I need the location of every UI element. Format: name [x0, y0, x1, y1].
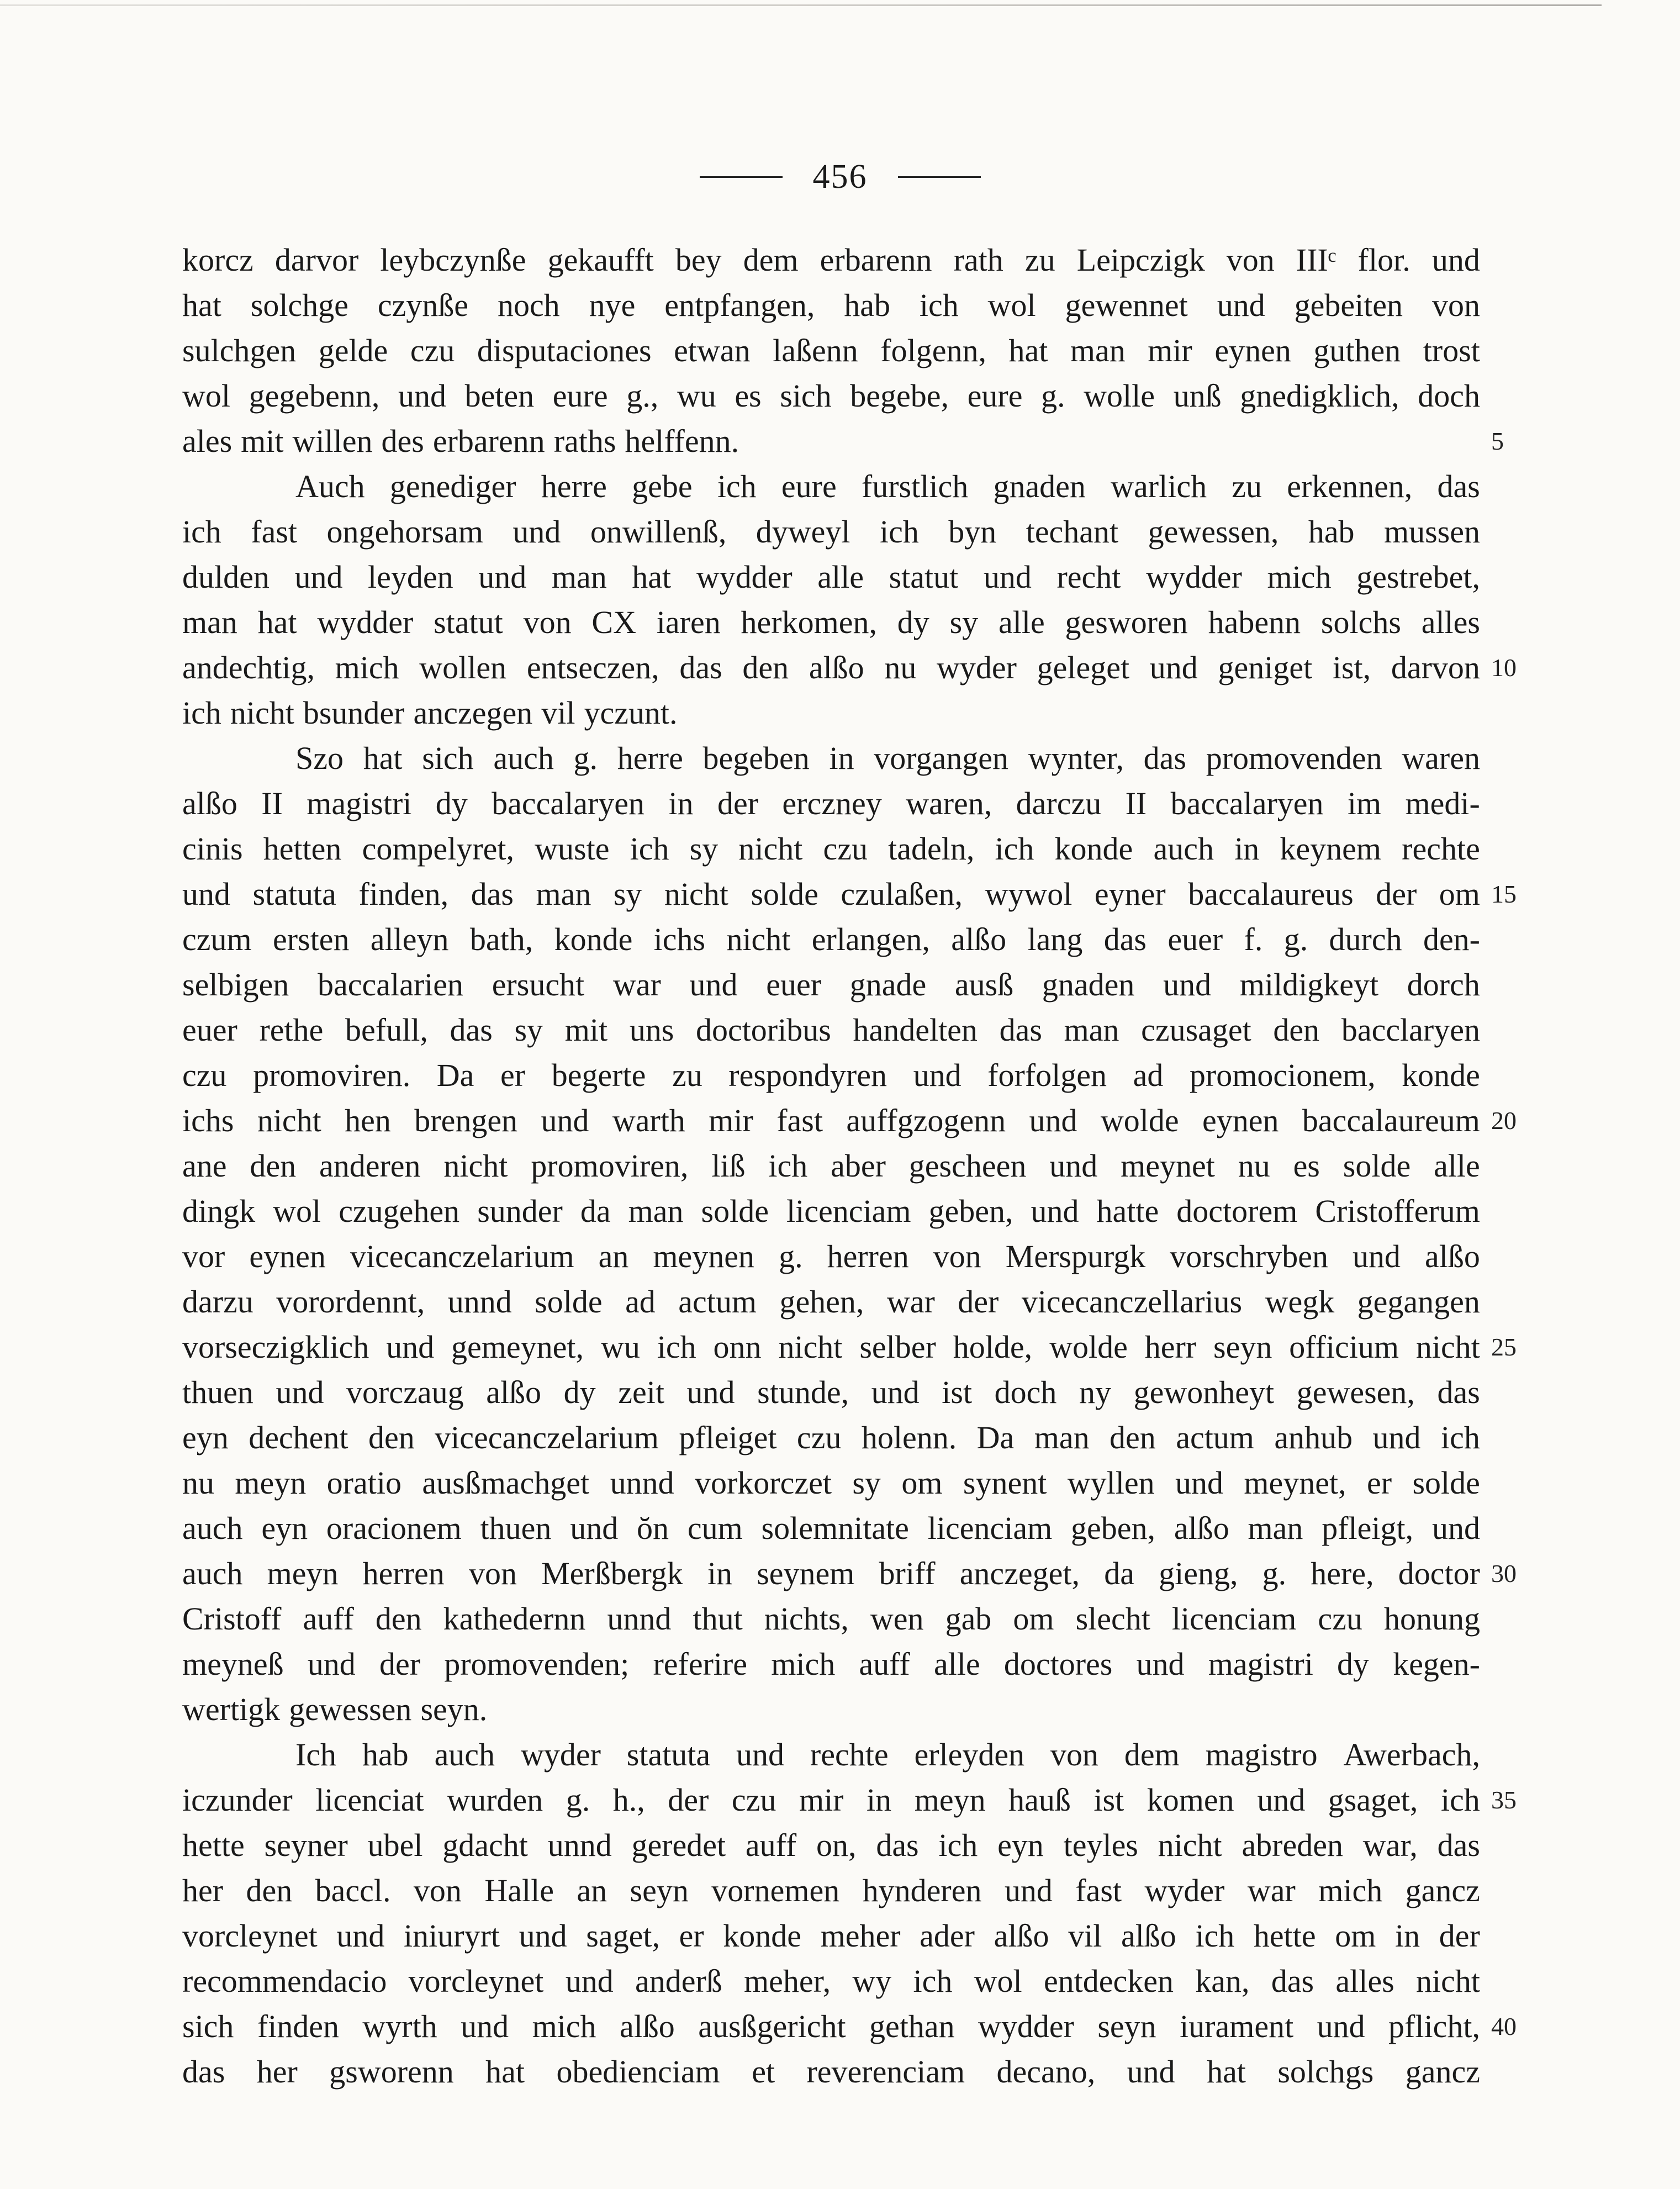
- text-line: auch meyn herren von Merßbergk in seynem briff anczeget, da gieng, g. here, doctor 30: [182, 1551, 1480, 1596]
- line-number: 15: [1491, 880, 1517, 908]
- line-number: 25: [1491, 1333, 1517, 1361]
- text-line: her den baccl. von Halle an seyn vornemen hynderen und fast wyder war mich gancz: [182, 1872, 1480, 1908]
- line-number: 40: [1491, 2012, 1517, 2040]
- text-line: vor eynen vicecanczelarium an meynen g. herren von Merspurgk vorschryben und alßo: [182, 1238, 1480, 1274]
- text-line: darzu vorordennt, unnd solde ad actum gehen, war der vicecanczellarius wegk gegangen: [182, 1284, 1480, 1320]
- header-dash-left: [700, 176, 783, 178]
- page-number: 456: [812, 158, 868, 196]
- line-number: 30: [1491, 1559, 1517, 1587]
- text-line: Auch genediger herre gebe ich eure furstlich gnaden warlich zu erkennen, das: [295, 468, 1480, 504]
- text-line: vorcleynet und iniuryrt und saget, er konde meher ader alßo vil alßo ich hette om in der: [182, 1918, 1480, 1954]
- text-line: wertigk gewessen seyn.: [182, 1691, 488, 1727]
- line-number: 35: [1491, 1786, 1517, 1814]
- text-line: czu promoviren. Da er begerte zu respondyren und forfolgen ad promocionem, konde: [182, 1057, 1480, 1093]
- text-line: euer rethe befull, das sy mit uns doctoribus handelten das man czusaget den bacclaryen: [182, 1012, 1480, 1048]
- text-line: recommendacio vorcleynet und anderß meher, wy ich wol entdecken kan, das alles nicht: [182, 1963, 1480, 1999]
- text-line: dingk wol czugehen sunder da man solde licenciam geben, und hatte doctorem Cristofferum: [182, 1193, 1480, 1229]
- text-line: eyn dechent den vicecanczelarium pfleiget czu holenn. Da man den actum anhub und ich: [182, 1420, 1480, 1455]
- text-line: Ich hab auch wyder statuta und rechte erleyden von dem magistro Awerbach,: [295, 1737, 1480, 1773]
- text-line: ane den anderen nicht promoviren, liß ich aber gescheen und meynet nu es solde alle: [182, 1148, 1480, 1184]
- text-line: man hat wydder statut von CX iaren herkomen, dy sy alle gesworen habenn solchs alles: [182, 604, 1480, 640]
- text-line: ichs nicht hen brengen und warth mir fast auffgzogenn und wolde eynen baccalaureum 20: [182, 1098, 1480, 1143]
- text-line: ich nicht bsunder anczegen vil yczunt.: [182, 695, 678, 731]
- text-line: thuen und vorczaug alßo dy zeit und stunde, und ist doch ny gewonheyt gewesen, das: [182, 1374, 1480, 1410]
- text-line: das her gsworenn hat obedienciam et reverenciam decano, und hat solchgs gancz: [182, 2054, 1480, 2090]
- page-header: [0, 157, 1680, 197]
- text-line: selbigen baccalarien ersucht war und euer gnade ausß gnaden und mildigkeyt dorch: [182, 967, 1480, 1003]
- top-edge-rule: [0, 4, 1602, 6]
- text-line: hette seyner ubel gdacht unnd geredet auff on, das ich eyn teyles nicht abreden war, das: [182, 1827, 1480, 1863]
- line-number: 5: [1491, 427, 1504, 455]
- text-line: cinis hetten compelyret, wuste ich sy nicht czu tadeln, ich konde auch in keynem rechte: [182, 831, 1480, 867]
- text-line: Szo hat sich auch g. herre begeben in vorgangen wynter, das promovenden waren: [295, 740, 1480, 776]
- text-line: meyneß und der promovenden; referire mich auff alle doctores und magistri dy kegen-: [182, 1646, 1480, 1682]
- line-number: 10: [1491, 653, 1517, 682]
- text-line: andechtig, mich wollen entseczen, das den alßo nu wyder geleget und geniget ist, darvon 10: [182, 645, 1480, 690]
- text-line: Cristoff auff den kathedernn unnd thut nichts, wen gab om slecht licenciam czu honung: [182, 1601, 1480, 1637]
- text-line: auch eyn oracionem thuen und ŏn cum solemnitate licenciam geben, alßo man pfleigt, und: [182, 1510, 1480, 1546]
- text-line: ich fast ongehorsam und onwillenß, dyweyl ich byn techant gewessen, hab mussen: [182, 514, 1480, 550]
- text-line: nu meyn oratio ausßmachget unnd vorkorczet sy om synent wyllen und meynet, er solde: [182, 1465, 1480, 1501]
- body-text: [182, 238, 1517, 2095]
- text-line: hat solchge czynße noch nye entpfangen, hab ich wol gewennet und gebeiten von: [182, 287, 1480, 323]
- text-line: korcz darvor leybczynße gekaufft bey dem erbarenn rath zu Leipczigk von IIIᶜ flor. und: [182, 242, 1480, 278]
- text-line: sulchgen gelde czu disputaciones etwan laßenn folgenn, hat man mir eynen guthen trost: [182, 333, 1480, 368]
- text-line: czum ersten alleyn bath, konde ichs nicht erlangen, alßo lang das euer f. g. durch den-: [182, 921, 1480, 957]
- text-line: dulden und leyden und man hat wydder alle statut und recht wydder mich gestrebet,: [182, 559, 1480, 595]
- text-line: und statuta finden, das man sy nicht solde czulaßen, wywol eyner baccalaureus der om 15: [182, 872, 1480, 917]
- line-number: 20: [1491, 1106, 1517, 1135]
- text-line: ales mit willen des erbarenn raths helffenn. 5: [182, 419, 1480, 464]
- header-dash-right: [898, 176, 981, 178]
- text-line: sich finden wyrth und mich alßo ausßgericht gethan wydder seyn iurament und pflicht, 40: [182, 2004, 1480, 2049]
- text-line: iczunder licenciat wurden g. h., der czu mir in meyn hauß ist komen und gsaget, ich 35: [182, 1777, 1480, 1823]
- text-line: vorseczigklich und gemeynet, wu ich onn nicht selber holde, wolde herr seyn officium nicht 25: [182, 1325, 1480, 1370]
- text-line: alßo II magistri dy baccalaryen in der erczney waren, darczu II baccalaryen im medi-: [182, 785, 1480, 821]
- text-line: wol gegebenn, und beten eure g., wu es sich begebe, eure g. wolle unß gnedigklich, doch: [182, 378, 1480, 414]
